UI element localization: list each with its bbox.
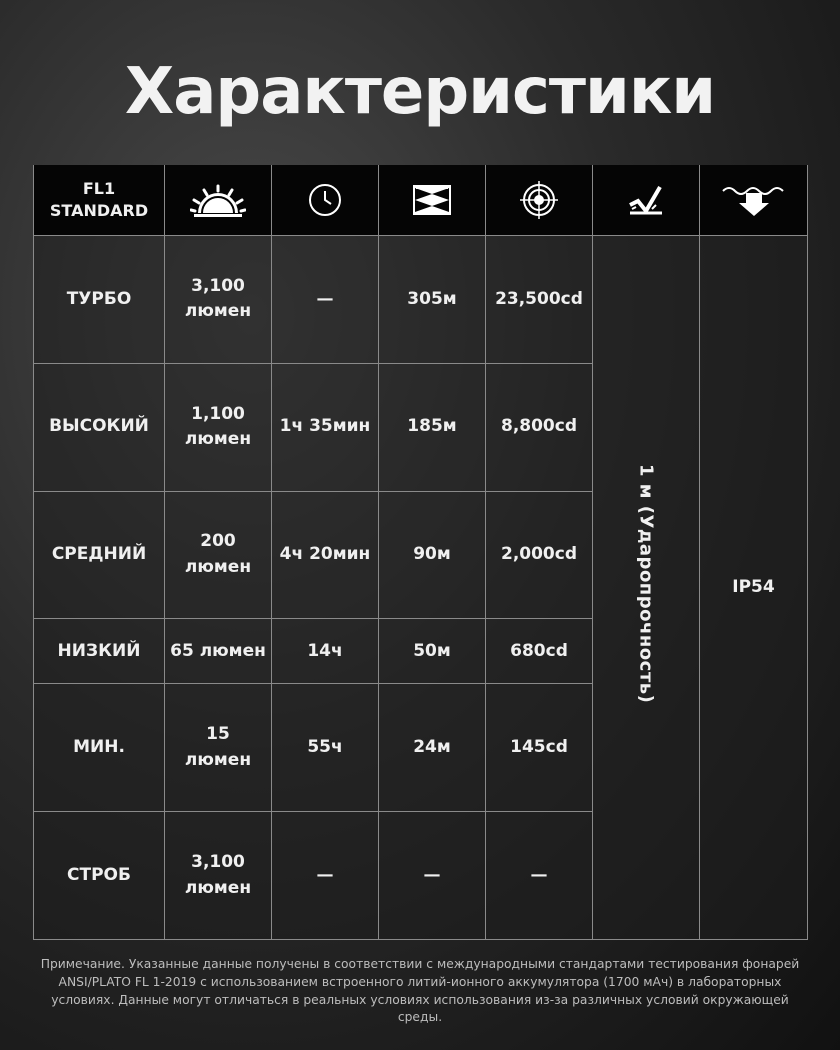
beam-distance-icon <box>383 184 481 216</box>
water-header <box>700 165 808 236</box>
runtime-header <box>272 165 379 236</box>
page-title: Характеристики <box>124 55 716 129</box>
distance-cell: 90м <box>379 491 486 619</box>
lumen-cell <box>165 491 272 619</box>
lumen-cell <box>165 363 272 491</box>
mode-high: ВЫСОКИЙ <box>34 363 165 491</box>
lumen-value: 1,100 <box>191 403 245 424</box>
runtime-cell: 4ч 20мин <box>272 491 379 619</box>
intensity-cell: 2,000cd <box>486 491 593 619</box>
lumen-cell <box>165 684 272 812</box>
intensity-header <box>486 165 593 236</box>
distance-cell: 24м <box>379 684 486 812</box>
lumen-value: 200 <box>200 531 236 552</box>
footnote: Примечание. Указанные данные получены в соответствии с международными стандартами тестирования фонарей ANSI/PLATO FL 1-2019 с использованием встроенного литий-ионного аккумулятора (1700 мАч) в лабораторных условиях. Данные могут отличаться в реальных условиях использования из-за различных условий окружающей среды. <box>40 957 800 1025</box>
lumen-value: 15 <box>206 724 230 745</box>
intensity-cell: — <box>486 812 593 940</box>
clock-icon <box>276 183 374 217</box>
mode-turbo: ТУРБО <box>34 236 165 364</box>
brightness-icon <box>169 183 267 217</box>
runtime-cell: 1ч 35мин <box>272 363 379 491</box>
mode-min: МИН. <box>34 684 165 812</box>
intensity-target-icon <box>490 181 588 219</box>
impact-resistance-icon <box>597 183 695 217</box>
intensity-cell: 23,500cd <box>486 236 593 364</box>
impact-resistance-value: 1 м (Ударопрочность) <box>635 463 657 703</box>
intensity-cell: 680cd <box>486 619 593 684</box>
intensity-cell: 145cd <box>486 684 593 812</box>
specs-table <box>33 165 808 940</box>
lumen-unit: люмен <box>184 301 252 322</box>
distance-header <box>379 165 486 236</box>
mode-medium: СРЕДНИЙ <box>34 491 165 619</box>
distance-cell: — <box>379 812 486 940</box>
impact-resistance-cell <box>593 236 700 940</box>
distance-cell: 185м <box>379 363 486 491</box>
brightness-header <box>165 165 272 236</box>
lumen-unit: люмен <box>184 556 252 577</box>
lumen-unit: люмен <box>184 877 252 898</box>
distance-cell: 305м <box>379 236 486 364</box>
runtime-cell: — <box>272 236 379 364</box>
model-line-2: STANDARD <box>49 201 149 220</box>
impact-header <box>593 165 700 236</box>
runtime-cell: 55ч <box>272 684 379 812</box>
lumen-value: 3,100 <box>191 852 245 873</box>
mode-low: НИЗКИЙ <box>34 619 165 684</box>
distance-cell: 50м <box>379 619 486 684</box>
model-line-1: FL1 <box>82 179 116 199</box>
runtime-cell: — <box>272 812 379 940</box>
water-resistance-cell: IP54 <box>700 236 808 940</box>
lumen-unit: люмен <box>184 429 252 450</box>
lumen-cell: 65 люмен <box>165 619 272 684</box>
table-header-row <box>34 165 808 236</box>
lumen-cell <box>165 812 272 940</box>
water-resistance-icon <box>704 183 803 217</box>
lumen-cell <box>165 236 272 364</box>
model-name-header <box>34 165 165 236</box>
lumen-value: 3,100 <box>191 275 245 296</box>
intensity-cell: 8,800cd <box>486 363 593 491</box>
lumen-unit: люмен <box>184 749 252 770</box>
runtime-cell: 14ч <box>272 619 379 684</box>
mode-strobe: СТРОБ <box>34 812 165 940</box>
table-row <box>34 236 808 364</box>
